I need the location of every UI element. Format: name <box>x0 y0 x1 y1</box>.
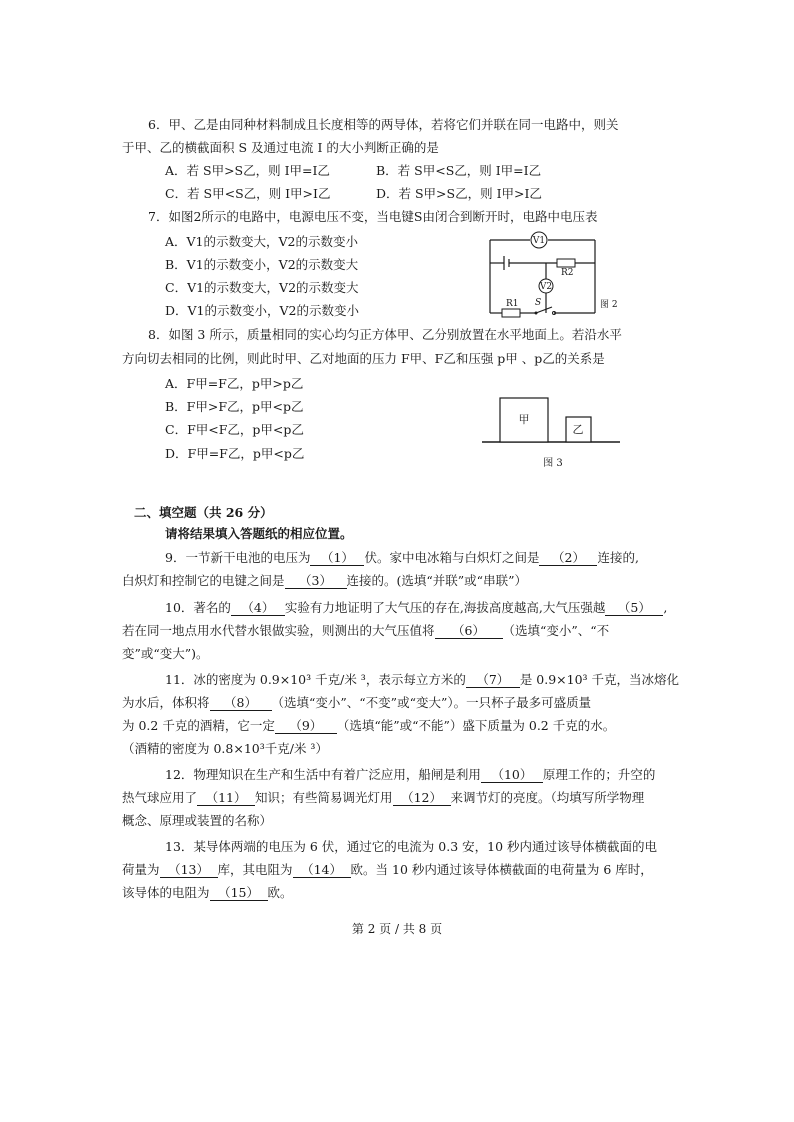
v2-label: V2 <box>539 282 553 292</box>
q8-option-a: A．F甲=F乙，p甲>p乙 <box>165 376 304 391</box>
blank-14: （14） <box>293 862 351 878</box>
q12-text-a: 12．物理知识在生产和生活中有着广泛应用，船闸是利用 <box>165 767 481 782</box>
q12-text-b: 原理工作的；升空的 <box>542 767 656 782</box>
r2-label: R2 <box>561 268 574 278</box>
q13-text-a: 荷量为 <box>122 862 160 877</box>
blank-4: （4） <box>231 600 285 616</box>
q10-text-c: , <box>663 600 668 615</box>
q11-text-b: 是 0.9×10³ 千克，当冰熔化 <box>519 672 680 687</box>
q11-line4: （酒精的密度为 0.8×10³千克/米 ³） <box>122 741 328 756</box>
circuit-diagram-fig2 <box>480 228 640 324</box>
q10-line3: 变”或“变大”)。 <box>122 646 209 661</box>
blank-12: （12） <box>393 790 451 806</box>
q10-text-b: 实验有力地证明了大气压的存在,海拔高度越高,大气压强越 <box>284 600 606 615</box>
q13-text-b: 库，其电阻为 <box>217 862 293 877</box>
q11-line1 <box>165 671 679 688</box>
blank-15: （15） <box>210 885 268 901</box>
r1-label: R1 <box>506 299 519 309</box>
q6-option-c: C．若 S甲<S乙，则 I甲>I乙 <box>165 186 331 201</box>
q7-option-d: D．V1的示数变小，V2的示数变小 <box>165 303 359 318</box>
blank-3: （3） <box>285 573 347 589</box>
q10-line1 <box>165 599 667 616</box>
q9-line2 <box>122 572 527 589</box>
blank-7: （7） <box>466 672 520 688</box>
cube-yi-label: 乙 <box>572 423 584 436</box>
q9-text-e: 连接的。(选填“并联”或“串联”） <box>346 573 527 588</box>
fig3-label: 图 3 <box>543 458 563 469</box>
q13-text-d: 该导体的电阻为 <box>122 885 210 900</box>
blank-9: （9） <box>275 718 337 734</box>
v1-label: V1 <box>532 236 546 246</box>
blocks-diagram-fig3 <box>480 390 625 472</box>
blank-11: （11） <box>197 790 255 806</box>
q8-option-c: C．F甲<F乙，p甲<p乙 <box>165 422 304 437</box>
q11-text-d: （选填“变小”、“不变”或“变大”）。一只杯子最多可盛质量 <box>271 695 592 710</box>
q8-option-d: D．F甲=F乙，p甲<p乙 <box>165 446 305 461</box>
q9-text-a: 9．一节新干电池的电压为 <box>165 550 311 565</box>
q9-line1 <box>165 549 639 566</box>
q12-text-e: 来调节灯的亮度。（均填写所学物理 <box>450 790 645 805</box>
blank-1: （1） <box>310 550 364 566</box>
q7-option-c: C．V1的示数变大，V2的示数变大 <box>165 280 359 295</box>
q13-text-c: 欧。当 10 秒内通过该导体横截面的电荷量为 6 库时， <box>350 862 653 877</box>
cube-jia-label: 甲 <box>518 413 530 426</box>
q13-line2 <box>122 861 653 878</box>
q9-text-d: 白炽灯和控制它的电键之间是 <box>122 573 285 588</box>
q11-text-e: 为 0.2 千克的酒精，它一定 <box>122 718 275 733</box>
fig2-label: 图 2 <box>600 300 618 310</box>
q6-line2: 于甲、乙的横截面积 S 及通过电流 I 的大小判断正确的是 <box>122 140 439 155</box>
page-footer: 第 2 页 / 共 8 页 <box>351 922 443 936</box>
q10-text-d: 若在同一地点用水代替水银做实验，则测出的大气压值将 <box>122 623 435 638</box>
q7-option-a: A．V1的示数变大，V2的示数变小 <box>165 234 358 249</box>
q11-text-f: （选填“能”或“不能”）盛下质量为 0.2 千克的水。 <box>336 718 616 733</box>
q8-line1: 8．如图 3 所示，质量相同的实心均匀正方体甲、乙分别放置在水平地面上。若沿水平 <box>148 327 622 342</box>
q10-text-a: 10．著名的 <box>165 600 231 615</box>
section2-instruction: 请将结果填入答题纸的相应位置。 <box>165 526 353 541</box>
switch-label: S <box>535 298 542 308</box>
blank-10: （10） <box>481 767 543 783</box>
q9-text-b: 伏。家中电冰箱与白炽灯之间是 <box>364 550 540 565</box>
q10-text-e: （选填“变小”、“不 <box>502 623 610 638</box>
q6-option-a: A．若 S甲>S乙，则 I甲=I乙 <box>165 163 330 178</box>
q8-line2: 方向切去相同的比例，则此时甲、乙对地面的压力 F甲、F乙和压强 p甲 、p乙的关系是 <box>122 351 605 366</box>
q12-text-c: 热气球应用了 <box>122 790 198 805</box>
q13-line3 <box>122 884 293 901</box>
blank-13: （13） <box>160 862 218 878</box>
q9-text-c: 连接的, <box>597 550 639 565</box>
resistor-r1 <box>502 309 520 317</box>
blank-2: （2） <box>539 550 597 566</box>
q12-text-d: 知识；有些简易调光灯用 <box>255 790 393 805</box>
resistor-r2 <box>557 259 575 267</box>
q10-line2 <box>122 622 609 639</box>
q13-line1: 13．某导体两端的电压为 6 伏，通过它的电流为 0.3 安，10 秒内通过该导体横截面的电 <box>165 839 658 854</box>
q7-stem: 7．如图2所示的电路中，电源电压不变，当电键S由闭合到断开时，电路中电压表 <box>148 209 598 224</box>
q6-option-d: D．若 S甲>S乙，则 I甲>I乙 <box>376 186 542 201</box>
q7-option-b: B．V1的示数变小，V2的示数变大 <box>165 257 359 272</box>
section2-title: 二、填空题（共 26 分） <box>134 505 273 520</box>
blank-6: （6） <box>435 623 503 639</box>
q13-text-e: 欧。 <box>267 885 293 900</box>
blank-5: （5） <box>605 600 663 616</box>
q6-line1: 6．甲、乙是由同种材料制成且长度相等的两导体，若将它们并联在同一电路中，则关 <box>148 117 619 132</box>
q6-option-b: B．若 S甲<S乙，则 I甲=I乙 <box>376 163 542 178</box>
q12-line2 <box>122 789 644 806</box>
q12-line1 <box>165 766 655 783</box>
q8-option-b: B．F甲>F乙，p甲<p乙 <box>165 399 304 414</box>
q11-line3 <box>122 717 615 734</box>
q11-text-c: 为水后，体积将 <box>122 695 210 710</box>
q11-line2 <box>122 694 591 711</box>
blank-8: （8） <box>210 695 272 711</box>
q11-text-a: 11．冰的密度为 0.9×10³ 千克/米 ³，表示每立方米的 <box>165 672 466 687</box>
q12-line3: 概念、原理或装置的名称） <box>122 813 273 828</box>
